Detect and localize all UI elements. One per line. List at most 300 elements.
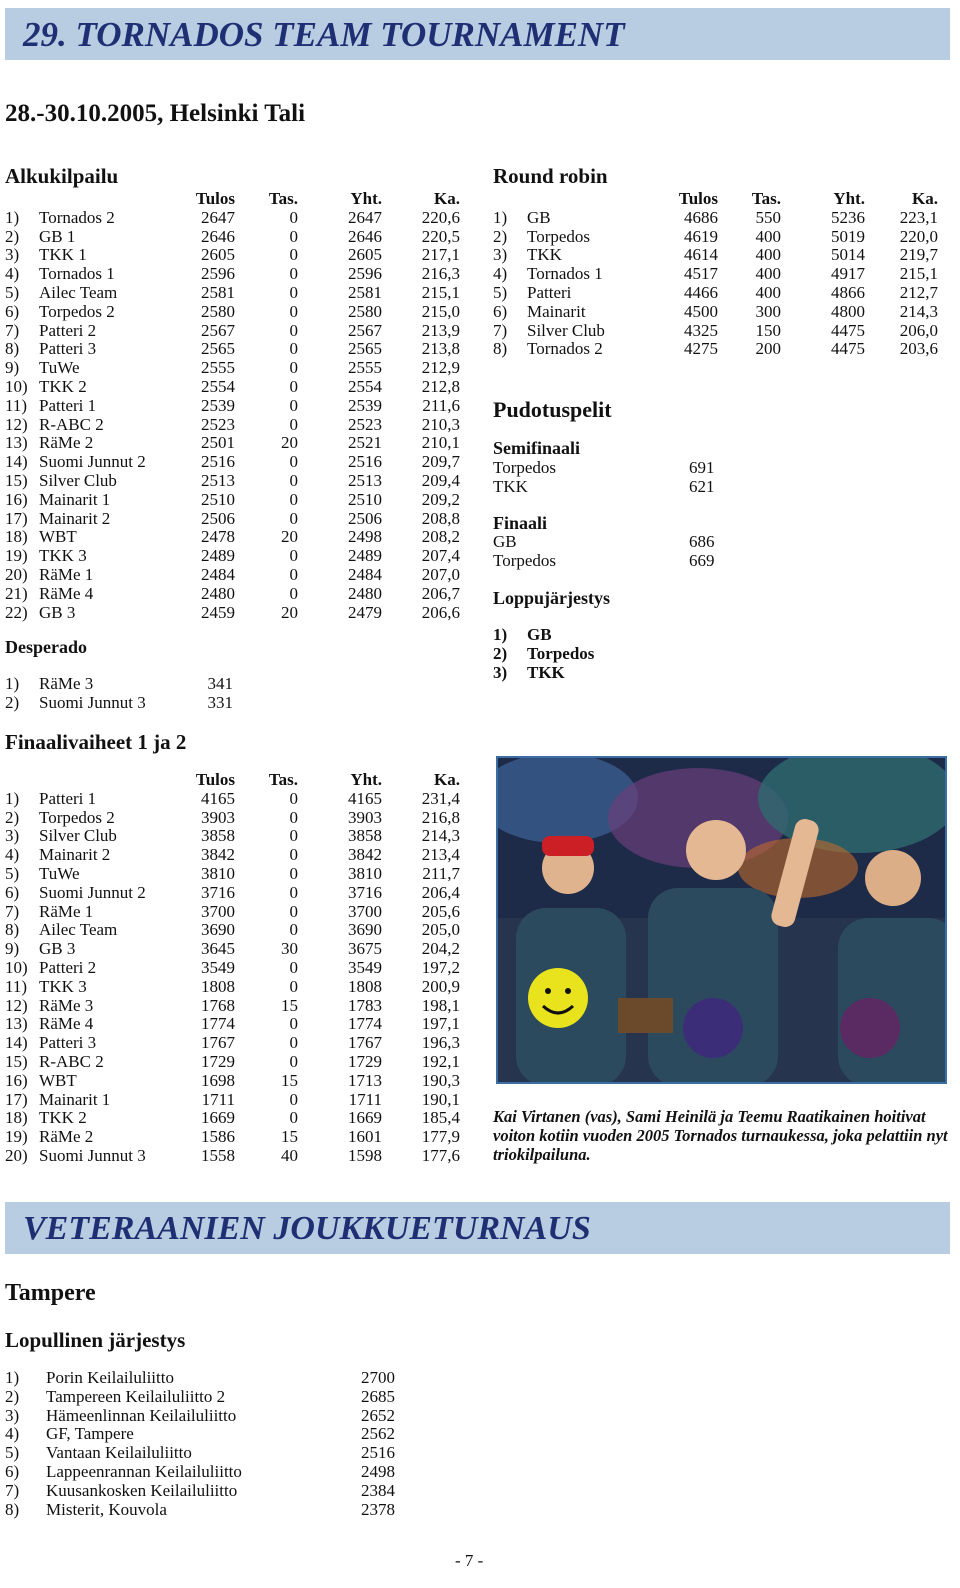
value-cell: 2580 <box>201 301 235 321</box>
value-cell: 0 <box>289 301 298 321</box>
list-item <box>493 626 693 645</box>
list-item <box>5 1407 405 1426</box>
list-cell: TKK <box>527 662 565 682</box>
rank-cell: 9) <box>5 358 20 378</box>
team-cell: TKK 3 <box>39 976 87 996</box>
alku-table <box>5 190 460 622</box>
value-cell: 1586 <box>201 1127 235 1147</box>
rank-cell: 5) <box>5 282 20 302</box>
team-cell: Patteri 2 <box>39 320 97 340</box>
column-header: Yht. <box>350 770 382 789</box>
value-cell: 215,0 <box>421 301 460 321</box>
table-row <box>493 340 938 359</box>
value-cell: 0 <box>289 489 298 509</box>
value-cell: 213,9 <box>421 320 460 340</box>
value-cell: 3549 <box>201 957 235 977</box>
value-cell: 3700 <box>348 901 382 921</box>
value-cell: 3858 <box>348 826 382 846</box>
value-cell: 40 <box>281 1145 298 1165</box>
table-row <box>5 472 460 491</box>
table-header-row <box>493 190 938 209</box>
list-item <box>493 459 733 478</box>
value-cell: 198,1 <box>421 995 460 1015</box>
value-cell: 2539 <box>348 395 382 415</box>
value-cell: 2567 <box>201 320 235 340</box>
value-cell: 2565 <box>201 339 235 359</box>
value-cell: 220,5 <box>421 226 460 246</box>
section-title: VETERAANIEN JOUKKUETURNAUS <box>23 1210 591 1247</box>
value-cell: 0 <box>289 508 298 528</box>
list-cell: 1) <box>5 674 20 693</box>
value-cell: 2539 <box>201 395 235 415</box>
table-row <box>5 940 460 959</box>
value-cell: 1729 <box>348 1051 382 1071</box>
value-cell: 0 <box>289 901 298 921</box>
list-cell: Torpedos <box>493 550 557 570</box>
value-cell: 0 <box>289 320 298 340</box>
table-row <box>5 978 460 997</box>
team-cell: RäMe 4 <box>39 583 94 603</box>
value-cell: 2647 <box>201 207 235 227</box>
final-heading: Finaali <box>493 513 548 533</box>
rank-cell: 11) <box>5 976 28 996</box>
value-cell: 4466 <box>684 282 718 302</box>
team-cell: TKK 2 <box>39 376 87 396</box>
table-row <box>5 378 460 397</box>
list-item <box>5 1501 405 1520</box>
list-item <box>493 645 693 664</box>
team-cell: TKK 2 <box>39 1108 87 1128</box>
table-row <box>493 246 938 265</box>
value-cell: 3549 <box>348 957 382 977</box>
table-row <box>5 434 460 453</box>
table-row <box>5 790 460 809</box>
team-cell: Mainarit 1 <box>39 1089 111 1109</box>
value-cell: 3645 <box>201 939 235 959</box>
rank-cell: 1) <box>493 207 508 227</box>
rank-cell: 20) <box>5 1145 28 1165</box>
alku-heading: Alkukilpailu <box>5 164 119 188</box>
list-item <box>5 694 245 713</box>
rank-cell: 3) <box>5 245 20 265</box>
value-cell: 2523 <box>201 414 235 434</box>
list-cell: Suomi Junnut 3 <box>39 692 146 712</box>
table-row <box>5 416 460 435</box>
rank-cell: 20) <box>5 564 28 584</box>
vet-heading: Lopullinen järjestys <box>5 1328 186 1352</box>
value-cell: 2516 <box>201 452 235 472</box>
table-row <box>5 566 460 585</box>
page-number: - 7 - <box>455 1551 484 1570</box>
page-title: 29. TORNADOS TEAM TOURNAMENT <box>23 15 625 54</box>
value-cell: 4866 <box>831 282 865 302</box>
value-cell: 2484 <box>201 564 235 584</box>
value-cell: 4275 <box>684 339 718 359</box>
value-cell: 205,6 <box>421 901 460 921</box>
list-cell: 2378 <box>361 1499 395 1519</box>
value-cell: 2581 <box>348 282 382 302</box>
value-cell: 0 <box>289 788 298 808</box>
rank-cell: 18) <box>5 527 28 547</box>
value-cell: 1598 <box>348 1145 382 1165</box>
team-cell: TuWe <box>39 863 80 883</box>
value-cell: 2513 <box>348 470 382 490</box>
value-cell: 20 <box>281 602 298 622</box>
table-row <box>493 228 938 247</box>
value-cell: 2554 <box>348 376 382 396</box>
value-cell: 0 <box>289 546 298 566</box>
table-row <box>5 959 460 978</box>
list-item <box>5 1369 405 1388</box>
rank-cell: 22) <box>5 602 28 622</box>
rank-cell: 3) <box>493 245 508 265</box>
value-cell: 300 <box>755 301 781 321</box>
team-cell: TKK 1 <box>39 245 87 265</box>
value-cell: 1767 <box>201 1033 235 1053</box>
value-cell: 3675 <box>348 939 382 959</box>
value-cell: 0 <box>289 826 298 846</box>
table-row <box>5 846 460 865</box>
value-cell: 1711 <box>348 1089 382 1109</box>
table-row <box>5 1091 460 1110</box>
list-item <box>5 1388 405 1407</box>
vet-list <box>5 1369 405 1519</box>
rank-cell: 5) <box>5 863 20 883</box>
value-cell: 2523 <box>348 414 382 434</box>
team-cell: Mainarit <box>527 301 586 321</box>
value-cell: 4517 <box>684 264 718 284</box>
team-cell: Patteri <box>527 282 572 302</box>
final-list <box>493 533 733 571</box>
rank-cell: 11) <box>5 395 28 415</box>
value-cell: 1767 <box>348 1033 382 1053</box>
value-cell: 2484 <box>348 564 382 584</box>
value-cell: 213,8 <box>421 339 460 359</box>
list-cell: 2652 <box>361 1405 395 1425</box>
rank-cell: 2) <box>5 226 20 246</box>
value-cell: 220,0 <box>899 226 938 246</box>
column-header: Tulos <box>195 770 235 789</box>
table-row <box>5 1015 460 1034</box>
value-cell: 4165 <box>201 788 235 808</box>
value-cell: 0 <box>289 882 298 902</box>
value-cell: 204,2 <box>421 939 460 959</box>
rank-cell: 5) <box>493 282 508 302</box>
value-cell: 5014 <box>831 245 865 265</box>
table-row <box>5 228 460 247</box>
photo-caption: Kai Virtanen (vas), Sami Heinilä ja Teemu Raatikainen hoitivat voiton kotiin vuoden 2005 Tornados turnaukessa, joka pelattiin nyt triokilpailuna. <box>493 1107 948 1164</box>
value-cell: 2646 <box>201 226 235 246</box>
value-cell: 0 <box>289 957 298 977</box>
value-cell: 0 <box>289 807 298 827</box>
list-item <box>5 1482 405 1501</box>
value-cell: 1711 <box>201 1089 235 1109</box>
rank-cell: 18) <box>5 1108 28 1128</box>
value-cell: 4619 <box>684 226 718 246</box>
value-cell: 3716 <box>201 882 235 902</box>
list-cell: GB <box>527 625 552 644</box>
rank-cell: 7) <box>5 901 20 921</box>
value-cell: 0 <box>289 226 298 246</box>
list-cell: 2562 <box>361 1424 395 1444</box>
value-cell: 3810 <box>348 863 382 883</box>
rank-cell: 10) <box>5 376 28 396</box>
team-cell: Tornados 2 <box>527 339 603 359</box>
rank-cell: 4) <box>5 845 20 865</box>
team-cell: Mainarit 2 <box>39 845 111 865</box>
value-cell: 150 <box>755 320 781 340</box>
table-row <box>5 921 460 940</box>
list-cell: 2516 <box>361 1443 395 1463</box>
column-header: Yht. <box>833 189 865 208</box>
value-cell: 2459 <box>201 602 235 622</box>
list-cell: Porin Keilailuliitto <box>46 1368 174 1387</box>
value-cell: 219,7 <box>899 245 938 265</box>
rank-cell: 7) <box>493 320 508 340</box>
team-cell: RäMe 2 <box>39 433 94 453</box>
value-cell: 211,6 <box>422 395 460 415</box>
table-row <box>5 491 460 510</box>
robin-heading: Round robin <box>493 164 608 188</box>
rank-cell: 1) <box>5 788 20 808</box>
team-cell: RäMe 1 <box>39 564 94 584</box>
order-list <box>493 626 693 682</box>
value-cell: 3690 <box>348 920 382 940</box>
value-cell: 2555 <box>348 358 382 378</box>
value-cell: 2498 <box>348 527 382 547</box>
list-item <box>5 1425 405 1444</box>
table-row <box>5 1053 460 1072</box>
value-cell: 1713 <box>348 1070 382 1090</box>
team-cell: Silver Club <box>39 470 117 490</box>
value-cell: 185,4 <box>421 1108 460 1128</box>
value-cell: 2513 <box>201 470 235 490</box>
value-cell: 1768 <box>201 995 235 1015</box>
list-item <box>493 478 733 497</box>
rank-cell: 2) <box>493 226 508 246</box>
list-cell: 2685 <box>361 1386 395 1406</box>
value-cell: 0 <box>289 1033 298 1053</box>
list-cell: 2) <box>493 643 508 663</box>
list-cell: 331 <box>207 692 233 712</box>
value-cell: 216,3 <box>421 264 460 284</box>
table-row <box>5 284 460 303</box>
date-place: 28.-30.10.2005, Helsinki Tali <box>5 100 306 127</box>
value-cell: 1808 <box>348 976 382 996</box>
value-cell: 2647 <box>348 207 382 227</box>
table-row <box>5 1147 460 1166</box>
value-cell: 4614 <box>684 245 718 265</box>
value-cell: 206,6 <box>421 602 460 622</box>
list-item <box>493 533 733 552</box>
value-cell: 0 <box>289 976 298 996</box>
value-cell: 2565 <box>348 339 382 359</box>
value-cell: 2555 <box>201 358 235 378</box>
table-row <box>5 340 460 359</box>
value-cell: 0 <box>289 583 298 603</box>
value-cell: 207,4 <box>421 546 460 566</box>
value-cell: 5236 <box>831 207 865 227</box>
table-row <box>5 246 460 265</box>
rank-cell: 7) <box>5 320 20 340</box>
rank-cell: 21) <box>5 583 28 603</box>
value-cell: 212,9 <box>421 358 460 378</box>
vet-city: Tampere <box>5 1280 96 1306</box>
column-header: Ka. <box>434 770 460 789</box>
value-cell: 1558 <box>201 1145 235 1165</box>
table-header-row <box>5 771 460 790</box>
value-cell: 2489 <box>348 546 382 566</box>
value-cell: 400 <box>755 264 781 284</box>
table-row <box>5 1072 460 1091</box>
value-cell: 1669 <box>201 1108 235 1128</box>
list-cell: 2) <box>5 1386 20 1406</box>
value-cell: 2596 <box>201 264 235 284</box>
team-cell: RäMe 1 <box>39 901 94 921</box>
list-cell: 4) <box>5 1424 20 1444</box>
value-cell: 2605 <box>348 245 382 265</box>
value-cell: 0 <box>289 414 298 434</box>
value-cell: 190,3 <box>421 1070 460 1090</box>
table-row <box>5 1034 460 1053</box>
team-cell: Patteri 3 <box>39 339 97 359</box>
column-header: Tulos <box>678 189 718 208</box>
value-cell: 400 <box>755 226 781 246</box>
value-cell: 213,4 <box>421 845 460 865</box>
value-cell: 3690 <box>201 920 235 940</box>
rank-cell: 8) <box>5 920 20 940</box>
table-row <box>5 884 460 903</box>
value-cell: 214,3 <box>899 301 938 321</box>
value-cell: 4800 <box>831 301 865 321</box>
value-cell: 231,4 <box>421 788 460 808</box>
list-cell: 686 <box>689 532 715 551</box>
order-heading: Loppujärjestys <box>493 588 611 608</box>
team-cell: Mainarit 2 <box>39 508 111 528</box>
team-cell: Torpedos 2 <box>39 807 115 827</box>
team-cell: GB 3 <box>39 602 76 622</box>
list-cell: 1) <box>5 1368 20 1387</box>
list-cell: 669 <box>689 550 715 570</box>
value-cell: 3716 <box>348 882 382 902</box>
table-row <box>5 359 460 378</box>
table-row <box>493 284 938 303</box>
value-cell: 196,3 <box>421 1033 460 1053</box>
value-cell: 2516 <box>348 452 382 472</box>
value-cell: 550 <box>755 207 781 227</box>
value-cell: 2580 <box>348 301 382 321</box>
team-cell: Tornados 1 <box>39 264 115 284</box>
value-cell: 210,3 <box>421 414 460 434</box>
list-cell: 5) <box>5 1443 20 1463</box>
table-row <box>5 303 460 322</box>
team-cell: Suomi Junnut 2 <box>39 452 146 472</box>
rank-cell: 14) <box>5 1033 28 1053</box>
value-cell: 209,2 <box>421 489 460 509</box>
value-cell: 0 <box>289 1051 298 1071</box>
value-cell: 0 <box>289 452 298 472</box>
table-row <box>5 528 460 547</box>
list-cell: Torpedos <box>527 643 595 663</box>
value-cell: 1601 <box>348 1127 382 1147</box>
value-cell: 20 <box>281 527 298 547</box>
value-cell: 206,4 <box>421 882 460 902</box>
value-cell: 0 <box>289 207 298 227</box>
list-item <box>5 675 245 694</box>
rank-cell: 19) <box>5 1127 28 1147</box>
value-cell: 0 <box>289 264 298 284</box>
value-cell: 197,2 <box>421 957 460 977</box>
team-cell: GB 1 <box>39 226 76 246</box>
list-cell: RäMe 3 <box>39 674 94 693</box>
rank-cell: 13) <box>5 433 28 453</box>
team-cell: TKK <box>527 245 562 265</box>
team-cell: Torpedos <box>527 226 591 246</box>
list-cell: 2700 <box>361 1368 395 1387</box>
value-cell: 0 <box>289 920 298 940</box>
rank-cell: 6) <box>5 882 20 902</box>
rank-cell: 2) <box>5 807 20 827</box>
value-cell: 2489 <box>201 546 235 566</box>
value-cell: 2501 <box>201 433 235 453</box>
value-cell: 1729 <box>201 1051 235 1071</box>
value-cell: 1774 <box>201 1014 235 1034</box>
team-cell: Patteri 2 <box>39 957 97 977</box>
value-cell: 205,0 <box>421 920 460 940</box>
value-cell: 4165 <box>348 788 382 808</box>
table-row <box>5 510 460 529</box>
team-cell: Suomi Junnut 2 <box>39 882 146 902</box>
team-cell: TuWe <box>39 358 80 378</box>
table-row <box>5 865 460 884</box>
value-cell: 3810 <box>201 863 235 883</box>
value-cell: 2646 <box>348 226 382 246</box>
value-cell: 15 <box>281 995 298 1015</box>
list-cell: GF, Tampere <box>46 1424 134 1444</box>
table-row <box>5 997 460 1016</box>
table-row <box>5 453 460 472</box>
list-cell: Lappeenrannan Keilailuliitto <box>46 1461 242 1481</box>
value-cell: 208,8 <box>421 508 460 528</box>
table-row <box>493 209 938 228</box>
value-cell: 0 <box>289 1089 298 1109</box>
column-header: Yht. <box>350 189 382 208</box>
table-row <box>5 547 460 566</box>
list-cell: 8) <box>5 1499 20 1519</box>
value-cell: 210,1 <box>421 433 460 453</box>
value-cell: 2479 <box>348 602 382 622</box>
value-cell: 0 <box>289 358 298 378</box>
list-cell: TKK <box>493 476 528 496</box>
value-cell: 4500 <box>684 301 718 321</box>
value-cell: 203,6 <box>899 339 938 359</box>
value-cell: 223,1 <box>899 207 938 227</box>
value-cell: 2478 <box>201 527 235 547</box>
value-cell: 5019 <box>831 226 865 246</box>
list-cell: 1) <box>493 625 508 644</box>
value-cell: 0 <box>289 470 298 490</box>
value-cell: 0 <box>289 1014 298 1034</box>
table-header-row <box>5 190 460 209</box>
value-cell: 0 <box>289 564 298 584</box>
rank-cell: 17) <box>5 508 28 528</box>
value-cell: 15 <box>281 1070 298 1090</box>
value-cell: 209,4 <box>421 470 460 490</box>
table-row <box>5 322 460 341</box>
rank-cell: 1) <box>5 207 20 227</box>
list-cell: 3) <box>493 662 508 682</box>
value-cell: 400 <box>755 245 781 265</box>
